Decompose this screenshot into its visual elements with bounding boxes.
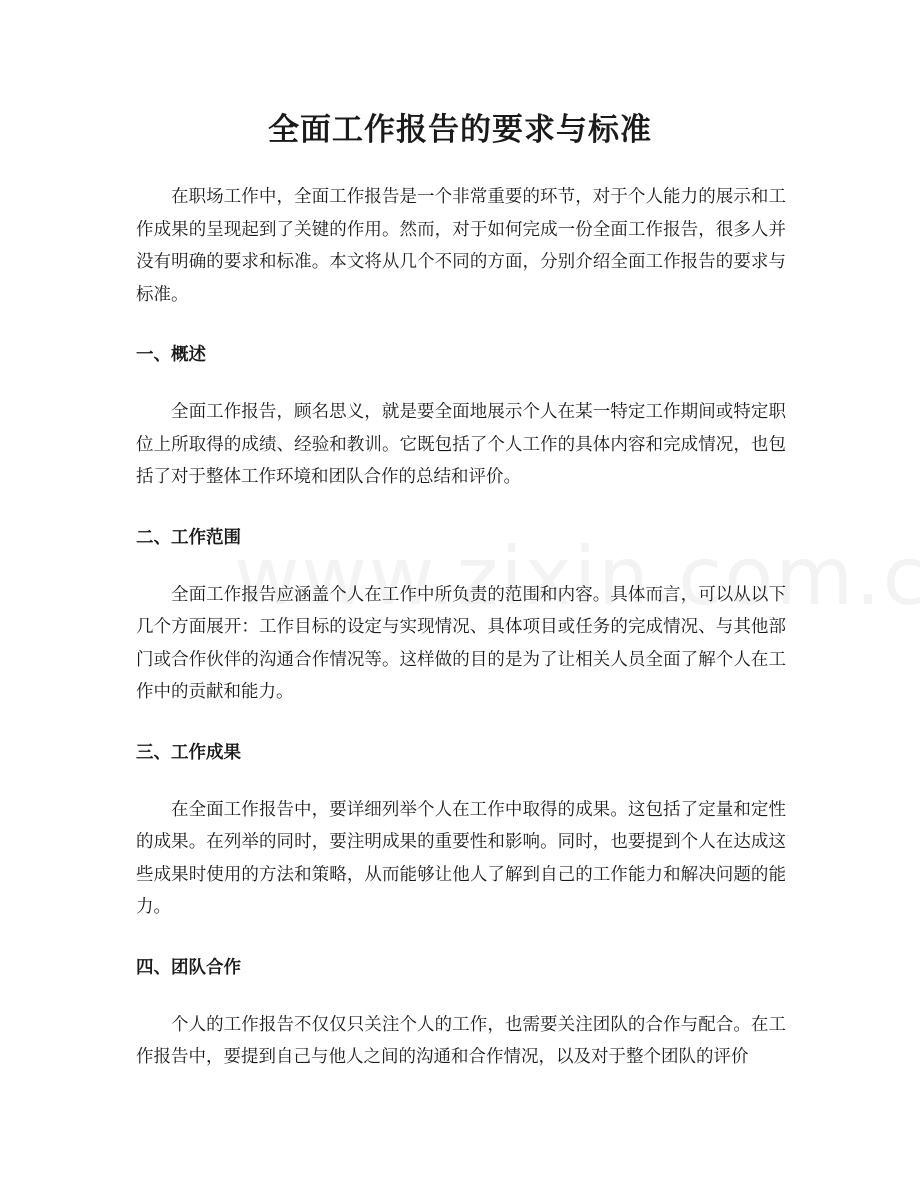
spacer <box>136 924 786 952</box>
document-body <box>136 181 786 1074</box>
section-heading-results: 三、工作成果 <box>136 742 241 763</box>
section-body-overview: 全面工作报告，顾名思义，就是要全面地展示个人在某一特定工作期间或特定职位上所取得的成绩、经验和教训。它既包括了个人工作的具体内容和完成情况，也包括了对于整体工作环境和团队合作的总结和评价。 <box>136 402 786 487</box>
section-heading-overview: 一、概述 <box>136 345 206 365</box>
spacer <box>136 494 786 522</box>
section-body-teamwork: 个人的工作报告不仅仅只关注个人的工作，也需要关注团队的合作与配合。在工作报告中，要提到自己与他人之间的沟通和合作情况，以及对于整个团队的评价 <box>136 1014 786 1067</box>
page-title: 全面工作报告的要求与标准 <box>268 112 652 148</box>
section-heading-scope: 二、工作范围 <box>136 527 241 548</box>
spacer <box>136 554 786 579</box>
intro-paragraph: 在职场工作中，全面工作报告是一个非常重要的环节，对于个人能力的展示和工作成果的呈现起到了关键的作用。然而，对于如何完成一份全面工作报告，很多人并没有明确的要求和标准。本文将从几个不同的方面，分别介绍全面工作报告的要求与标准。 <box>136 187 786 305</box>
section-heading-teamwork: 四、团队合作 <box>136 957 241 978</box>
spacer <box>136 311 786 339</box>
section-body-scope: 全面工作报告应涵盖个人在工作中所负责的范围和内容。具体而言，可以从以下几个方面展开：工作目标的设定与实现情况、具体项目或任务的完成情况、与其他部门或合作伙伴的沟通合作情况等。这样做的目的是为了让相关人员全面了解个人在工作中的贡献和能力。 <box>136 584 786 702</box>
spacer <box>136 371 786 396</box>
spacer <box>136 984 786 1009</box>
spacer <box>136 769 786 794</box>
section-body-results: 在全面工作报告中，要详细列举个人在工作中取得的成果。这包括了定量和定性的成果。在列举的同时，要注明成果的重要性和影响。同时，也要提到个人在达成这些成果时使用的方法和策略，从而能够让他人了解到自己的工作能力和解决问题的能力。 <box>136 799 786 917</box>
spacer <box>136 709 786 737</box>
